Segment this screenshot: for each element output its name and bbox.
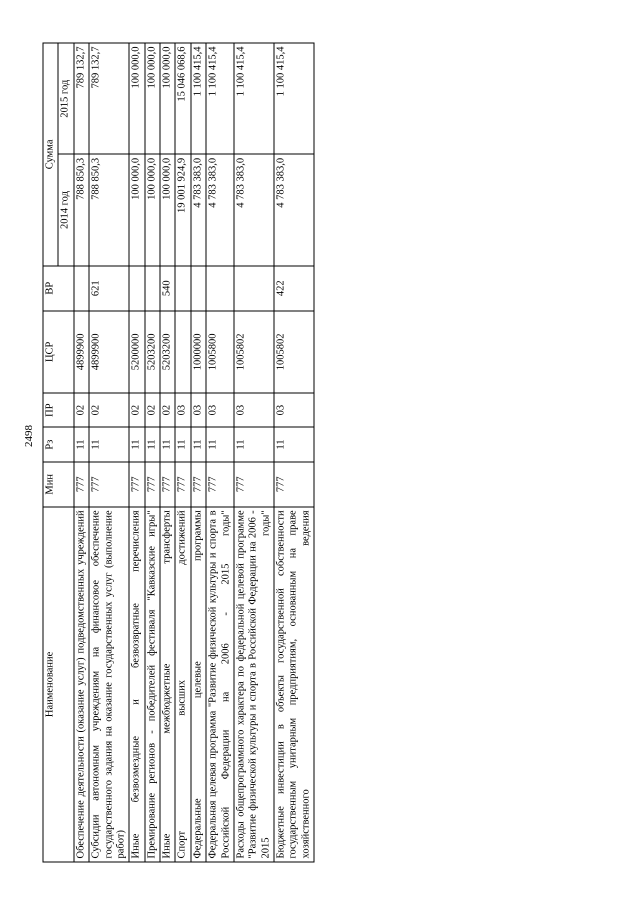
col-header-year-2015: 2015 год (58, 43, 73, 154)
col-header-min: Мин (43, 462, 74, 507)
cell-pr: 03 (274, 393, 314, 427)
cell-sum-2014: 788 850,3 (89, 154, 129, 265)
budget-table (43, 43, 315, 863)
cell-sum-2014: 19 001 924,9 (175, 154, 190, 265)
cell-name: Федеральные целевые программы (191, 507, 206, 862)
cell-min: 777 (74, 462, 89, 507)
cell-sum-2015: 1 100 415,4 (191, 43, 206, 154)
cell-sum-2015: 100 000,0 (129, 43, 144, 154)
cell-csr: 4899900 (89, 311, 129, 393)
table-row (175, 43, 190, 862)
page-number: 2498 (23, 425, 35, 447)
cell-pr: 03 (191, 393, 206, 427)
table-row (74, 43, 89, 862)
cell-sum-2015: 100 000,0 (145, 43, 160, 154)
cell-csr: 1000000 (191, 311, 206, 393)
cell-vr (74, 266, 89, 311)
table-body (74, 43, 314, 862)
cell-pr: 02 (74, 393, 89, 427)
cell-sum-2014: 4 783 383,0 (191, 154, 206, 265)
cell-csr: 5203200 (160, 311, 175, 393)
cell-csr: 5200000 (129, 311, 144, 393)
cell-csr: 4899900 (74, 311, 89, 393)
table-row (89, 43, 129, 862)
cell-pr: 03 (206, 393, 234, 427)
cell-sum-2014: 4 783 383,0 (274, 154, 314, 265)
cell-vr (206, 266, 234, 311)
cell-vr (129, 266, 144, 311)
rotated-table-container (43, 43, 598, 863)
cell-sum-2015: 1 100 415,4 (274, 43, 314, 154)
cell-sum-2015: 100 000,0 (160, 43, 175, 154)
cell-csr: 1005802 (234, 311, 274, 393)
cell-pr: 03 (234, 393, 274, 427)
cell-sum-2015: 789 132,7 (89, 43, 129, 154)
cell-sum-2014: 100 000,0 (160, 154, 175, 265)
cell-pr: 02 (160, 393, 175, 427)
cell-rz: 11 (160, 427, 175, 461)
cell-min: 777 (234, 462, 274, 507)
cell-min: 777 (160, 462, 175, 507)
cell-rz: 11 (129, 427, 144, 461)
cell-vr (234, 266, 274, 311)
cell-min: 777 (129, 462, 144, 507)
cell-rz: 11 (234, 427, 274, 461)
cell-name: Обеспечение деятельности (оказание услуг) подведомственных учреждений (74, 507, 89, 862)
table-row (145, 43, 160, 862)
cell-rz: 11 (74, 427, 89, 461)
cell-pr: 03 (175, 393, 190, 427)
cell-rz: 11 (89, 427, 129, 461)
cell-name: Бюджетные инвестиции в объекты государственной собственности государственным унитарным предприятиям, основанным на праве хозяйственного ведения (274, 507, 314, 862)
cell-name: Федеральная целевая программа "Развитие физической культуры и спорта в Российской Федерации на 2006 - 2015 годы" (206, 507, 234, 862)
cell-csr: 1005800 (206, 311, 234, 393)
cell-sum-2014: 100 000,0 (145, 154, 160, 265)
cell-csr: 5203200 (145, 311, 160, 393)
col-header-vr: ВР (43, 266, 74, 311)
cell-csr: 1005802 (274, 311, 314, 393)
col-header-csr: ЦСР (43, 311, 74, 393)
cell-min: 777 (145, 462, 160, 507)
cell-vr (175, 266, 190, 311)
cell-vr (145, 266, 160, 311)
cell-rz: 11 (191, 427, 206, 461)
cell-min: 777 (191, 462, 206, 507)
cell-name: Иные межбюджетные трансферты (160, 507, 175, 862)
cell-sum-2015: 15 046 068,6 (175, 43, 190, 154)
cell-pr: 02 (89, 393, 129, 427)
header-row-1 (43, 43, 58, 862)
table-row (129, 43, 144, 862)
table-row (274, 43, 314, 862)
cell-pr: 02 (129, 393, 144, 427)
cell-rz: 11 (145, 427, 160, 461)
cell-csr (175, 311, 190, 393)
cell-rz: 11 (274, 427, 314, 461)
cell-sum-2015: 789 132,7 (74, 43, 89, 154)
cell-rz: 11 (206, 427, 234, 461)
cell-min: 777 (89, 462, 129, 507)
cell-vr (191, 266, 206, 311)
col-header-summa: Сумма (43, 43, 58, 266)
table-row (206, 43, 234, 862)
cell-vr: 621 (89, 266, 129, 311)
cell-sum-2015: 1 100 415,4 (234, 43, 274, 154)
table-row (160, 43, 175, 862)
cell-vr: 540 (160, 266, 175, 311)
cell-name: Расходы общепрограммного характера по федеральной целевой программе "Развитие физической культуры и спорта в Российской Федерации на 2006 - 2015 годы" (234, 507, 274, 862)
cell-sum-2014: 788 850,3 (74, 154, 89, 265)
cell-min: 777 (206, 462, 234, 507)
cell-sum-2014: 4 783 383,0 (234, 154, 274, 265)
col-header-name: Наименование (43, 507, 74, 862)
cell-rz: 11 (175, 427, 190, 461)
col-header-rz: Рз (43, 427, 74, 461)
table-row (234, 43, 274, 862)
cell-sum-2014: 4 783 383,0 (206, 154, 234, 265)
cell-sum-2015: 1 100 415,4 (206, 43, 234, 154)
col-header-year-2014: 2014 год (58, 154, 73, 265)
col-header-pr: ПР (43, 393, 74, 427)
cell-name: Субсидии автономным учреждениям на финансовое обеспечение государственного задания на оказание государственных услуг (выполнение работ) (89, 507, 129, 862)
cell-pr: 02 (145, 393, 160, 427)
table-head (43, 43, 74, 862)
cell-sum-2014: 100 000,0 (129, 154, 144, 265)
cell-vr: 422 (274, 266, 314, 311)
cell-name: Премирование регионов - победителей фестиваля "Кавказские игры" (145, 507, 160, 862)
cell-name: Спорт высших достижений (175, 507, 190, 862)
table-row (191, 43, 206, 862)
cell-name: Иные безвозмездные и безвозвратные перечисления (129, 507, 144, 862)
cell-min: 777 (175, 462, 190, 507)
cell-min: 777 (274, 462, 314, 507)
